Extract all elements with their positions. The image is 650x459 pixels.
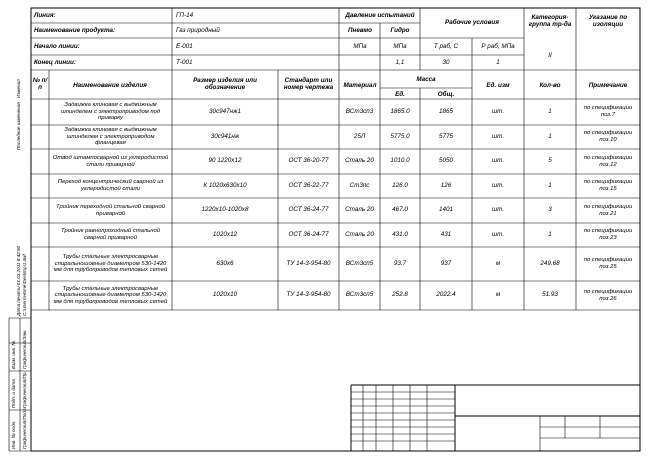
- cell-standard: [280, 125, 337, 149]
- cell-standard: ТУ 14-3-954-80: [286, 259, 331, 267]
- cell-unit: шт.: [491, 132, 505, 140]
- cell-size: 1020х12: [212, 230, 238, 238]
- cell-mass-unit: 5775.0: [390, 132, 410, 140]
- cell-size: 30с941нж: [210, 132, 240, 140]
- cell-mass-unit: 431.0: [392, 230, 408, 238]
- t-work-label: Т раб, С: [433, 43, 459, 50]
- cell-mass-total: 5050: [438, 157, 453, 165]
- cell-unit: шт.: [491, 206, 505, 214]
- hydro-label: Гидро: [390, 27, 410, 34]
- cell-standard: [280, 99, 337, 125]
- start-value: Е-001: [176, 43, 193, 50]
- cell-name: Переход концентрический сварной из углеродистой стали: [57, 179, 164, 192]
- start-label: Начало линии:: [34, 43, 80, 50]
- hydro-value: 1,1: [395, 59, 405, 66]
- cell-note: по спецификации поз.7: [583, 105, 633, 118]
- hydro-unit: МПа: [393, 43, 407, 50]
- cell-size: К 1020х630х10: [203, 181, 247, 189]
- col-material: Материал: [343, 82, 377, 89]
- cell-mass-unit: 93.7: [393, 259, 407, 267]
- cell-material: ВСт3сп5: [345, 291, 374, 299]
- col-name: Наименование изделия: [73, 82, 147, 89]
- file-path: C:\Users\Home\Desktop\1.dwf: [22, 254, 27, 316]
- col-note: Примечание: [588, 82, 628, 89]
- cell-material: Ст3пс: [349, 181, 370, 189]
- cell-mass-total: 431: [440, 230, 452, 238]
- graf-podl-label: Графический/Подл.: [22, 407, 27, 449]
- cell-standard: ТУ 14-3-954-80: [286, 291, 331, 299]
- col-qty: Кол-во: [539, 82, 561, 89]
- cell-name: Отвод штампосварной из углеродистой стали приварной: [52, 154, 169, 168]
- cell-note: по спецификации поз.12: [583, 154, 633, 168]
- cell-unit: шт.: [491, 157, 505, 165]
- pneumo-label: Пневмо: [348, 27, 372, 34]
- cell-size: 90 1220х12: [208, 157, 242, 165]
- cell-mass-total: 2022.4: [436, 291, 456, 299]
- line-label: Линия:: [34, 12, 56, 19]
- cell-mass-unit: 1865.0: [390, 107, 410, 115]
- cell-unit: шт.: [491, 107, 505, 115]
- cell-mass-unit: 467.0: [392, 206, 408, 214]
- insulation-title: Указание по изоляции: [588, 14, 628, 29]
- cell-qty: 1: [548, 107, 552, 115]
- product-value: Газ природный: [176, 27, 220, 34]
- cell-size: 630х6: [216, 259, 234, 267]
- category-title: Категория-группа тр-да: [528, 14, 572, 29]
- cell-mass-total: 1865: [438, 107, 453, 115]
- cell-mass-total: 937: [440, 259, 452, 267]
- cell-note: по спецификации поз.23: [583, 228, 633, 241]
- cell-mass-unit: 1010.0: [390, 157, 410, 165]
- cell-qty: 5: [548, 157, 552, 165]
- t-work-value: 30: [442, 59, 450, 66]
- cell-qty: 1: [548, 230, 552, 238]
- cell-material: Сталь 20: [345, 206, 374, 214]
- graf-zam-label: Графический/Зам.: [22, 329, 27, 369]
- cell-size: 1020х10: [212, 291, 238, 299]
- cell-qty: 51.93: [542, 291, 558, 299]
- cell-qty: 3: [548, 206, 552, 214]
- pressure-title: Давление испытаний: [345, 12, 415, 19]
- cell-name: Тройник равнопроходный стальной сварной приварной: [60, 228, 161, 241]
- pneumo-unit: МПа: [353, 43, 367, 50]
- cell-material: ВСт3сп3: [345, 107, 374, 115]
- cell-name: Тройник переходной стальной сварной приварной: [56, 203, 165, 217]
- category-value: II: [548, 52, 552, 59]
- p-work-value: 1: [496, 59, 500, 66]
- col-standard: Стандарт или номер чертежа: [283, 77, 334, 92]
- cell-mass-unit: 252.8: [392, 291, 408, 299]
- cell-unit: шт.: [491, 181, 505, 189]
- cell-qty: 1: [548, 181, 552, 189]
- line-value: ГП-14: [176, 12, 194, 19]
- cell-mass-total: 1401: [438, 206, 453, 214]
- cell-unit: шт.: [491, 230, 505, 238]
- cell-note: по спецификации поз.10: [583, 130, 633, 143]
- p-work-label: Р раб, МПа: [481, 43, 515, 50]
- cell-standard: ОСТ 36-20-77: [288, 157, 329, 165]
- cell-standard: ОСТ 36-22-77: [288, 181, 329, 189]
- vzam-inv-label: Взам. инв. №: [11, 340, 16, 369]
- cell-name: Задвижка клиновая с выдвижным шпинделем с электроприводом фланцевая: [64, 127, 157, 147]
- cell-note: по спецификации поз.25: [583, 257, 633, 270]
- cell-size: 1220х10-1020х8: [201, 206, 249, 214]
- col-size: Размер изделия или обозначение: [193, 77, 257, 92]
- product-label: Наименование продукта:: [34, 27, 116, 34]
- cell-mass-total: 126: [440, 181, 452, 189]
- cell-qty: 1: [548, 132, 552, 140]
- cell-material: ВСт3сп5: [345, 259, 374, 267]
- cell-unit: м: [495, 259, 501, 267]
- print-date: Дата печати 01.03.2011 8:42:50: [16, 245, 21, 316]
- podp-date-label: Подп. и дата: [11, 379, 16, 408]
- cell-material: Сталь 20: [345, 157, 374, 165]
- last-changes-label: Последние изменения: [16, 102, 21, 150]
- cell-note: по спецификации поз.26: [583, 288, 633, 302]
- changed-by-label: Изменил: [16, 79, 21, 98]
- cell-material: Сталь 20: [345, 230, 374, 238]
- cell-mass-total: 5775: [438, 132, 453, 140]
- col-mass-total: Общ.: [437, 91, 455, 98]
- cell-standard: ОСТ 36-24-77: [288, 206, 329, 214]
- cell-name: Трубы стальные электросварные спиральношовные диаметром 530-1420 мм для трубопроводов тепловых сетей: [53, 254, 168, 274]
- cell-standard: ОСТ 36-24-77: [288, 230, 329, 238]
- cell-note: по спецификации поз.15: [583, 179, 633, 192]
- end-label: Конец линии:: [34, 59, 76, 66]
- cell-note: по спецификации поз.21: [583, 203, 633, 217]
- inv-podl-label: Инв. № подл.: [11, 420, 16, 449]
- col-mass: Масса: [416, 76, 436, 83]
- cell-name: Задвижка клиновая с выдвижным шпинделем с электроприводом под приварку: [60, 102, 161, 122]
- cell-name: Трубы стальные электросварные спиральношовные диаметром 530-1420 мм для трубопроводов тепловых сетей: [53, 285, 168, 305]
- cell-mass-unit: 126.0: [392, 181, 408, 189]
- graf-pr-label: Графический/Пр.: [22, 371, 27, 408]
- col-mass-unit: Ед.: [395, 91, 405, 98]
- cell-qty: 249.68: [540, 259, 560, 267]
- cell-material: 25Л: [353, 132, 366, 140]
- col-num: № п/п: [32, 77, 48, 92]
- col-unit: Ед. изм: [486, 82, 510, 89]
- work-title: Рабочие условия: [445, 19, 499, 26]
- end-value: Т-001: [176, 59, 193, 66]
- cell-size: 30с947нж1: [209, 107, 241, 115]
- cell-unit: м: [495, 291, 501, 299]
